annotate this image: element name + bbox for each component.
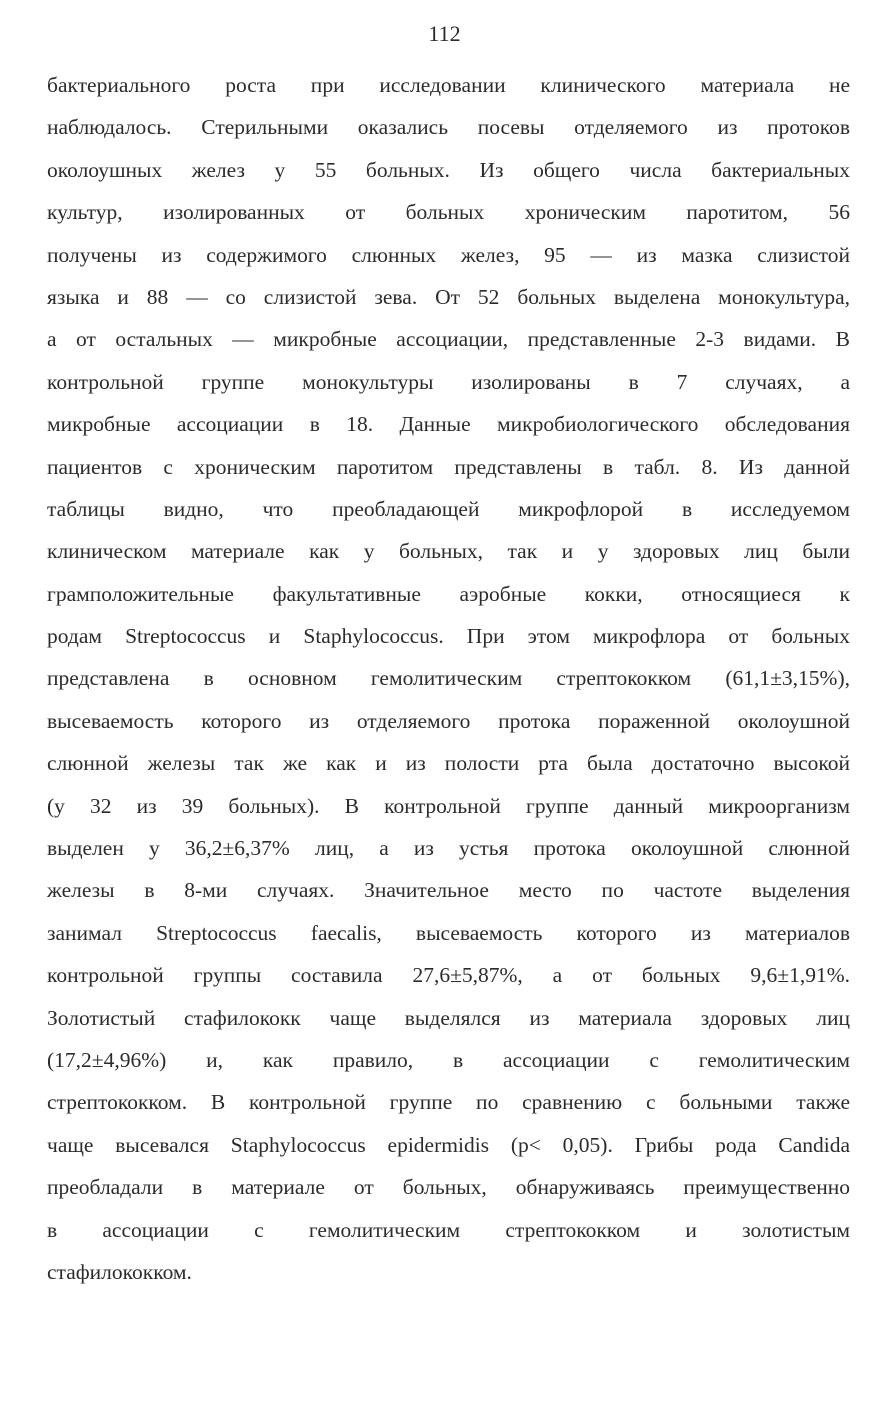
text-line: чаще высевался Staphylococcus epidermidis (p< 0,05). Грибы рода Candida (47, 1132, 850, 1157)
text-line: высеваемость которого из отделяемого протока пораженной околоушной (47, 708, 850, 733)
text-line: в ассоциации с гемолитическим стрептококком и золотистым (47, 1217, 850, 1242)
text-line: околоушных желез у 55 больных. Из общего числа бактериальных (47, 157, 850, 182)
text-line: представлена в основном гемолитическим стрептококком (61,1±3,15%), (47, 666, 850, 691)
text-line: (17,2±4,96%) и, как правило, в ассоциации с гемолитическим (47, 1047, 850, 1072)
text-line: культур, изолированных от больных хроническим паротитом, 56 (47, 200, 850, 225)
text-line: родам Streptococcus и Staphylococcus. При этом микрофлора от больных (47, 624, 850, 649)
text-line: клиническом материале как у больных, так и у здоровых лиц были (47, 539, 850, 564)
text-line: слюнной железы так же как и из полости рта была достаточно высокой (47, 751, 850, 776)
text-line: а от остальных — микробные ассоциации, представленные 2-3 видами. В (47, 327, 850, 352)
text-line: бактериального роста при исследовании клинического материала не (47, 73, 850, 97)
text-line: языка и 88 — со слизистой зева. От 52 больных выделена монокультура, (47, 284, 850, 309)
text-line: стафилококком. (47, 1259, 192, 1284)
text-line: Золотистый стафилококк чаще выделялся из материала здоровых лиц (47, 1005, 850, 1030)
text-line: таблицы видно, что преобладающей микрофлорой в исследуемом (47, 496, 850, 521)
text-line: контрольной группы составила 27,6±5,87%, а от больных 9,6±1,91%. (47, 963, 850, 988)
body-text (47, 64, 850, 1293)
page-number: 112 (428, 21, 461, 46)
text-line: стрептококком. В контрольной группе по сравнению с больными также (47, 1090, 850, 1115)
text-line: микробные ассоциации в 18. Данные микробиологического обследования (47, 412, 850, 437)
text-line: занимал Streptococcus faecalis, высеваемость которого из материалов (47, 920, 850, 945)
text-line: (у 32 из 39 больных). В контрольной группе данный микроорганизм (47, 793, 850, 818)
text-line: выделен у 36,2±6,37% лиц, а из устья протока околоушной слюнной (47, 836, 850, 861)
text-line: грамположительные факультативные аэробные кокки, относящиеся к (47, 581, 850, 606)
text-line: преобладали в материале от больных, обнаруживаясь преимущественно (47, 1175, 850, 1200)
text-line: пациентов с хроническим паротитом представлены в табл. 8. Из данной (47, 454, 850, 479)
text-line: контрольной группе монокультуры изолированы в 7 случаях, а (47, 369, 850, 394)
text-line: наблюдалось. Стерильными оказались посевы отделяемого из протоков (47, 115, 850, 140)
text-line: получены из содержимого слюнных желез, 95 — из мазка слизистой (47, 242, 850, 267)
text-line: железы в 8-ми случаях. Значительное место по частоте выделения (47, 878, 850, 903)
